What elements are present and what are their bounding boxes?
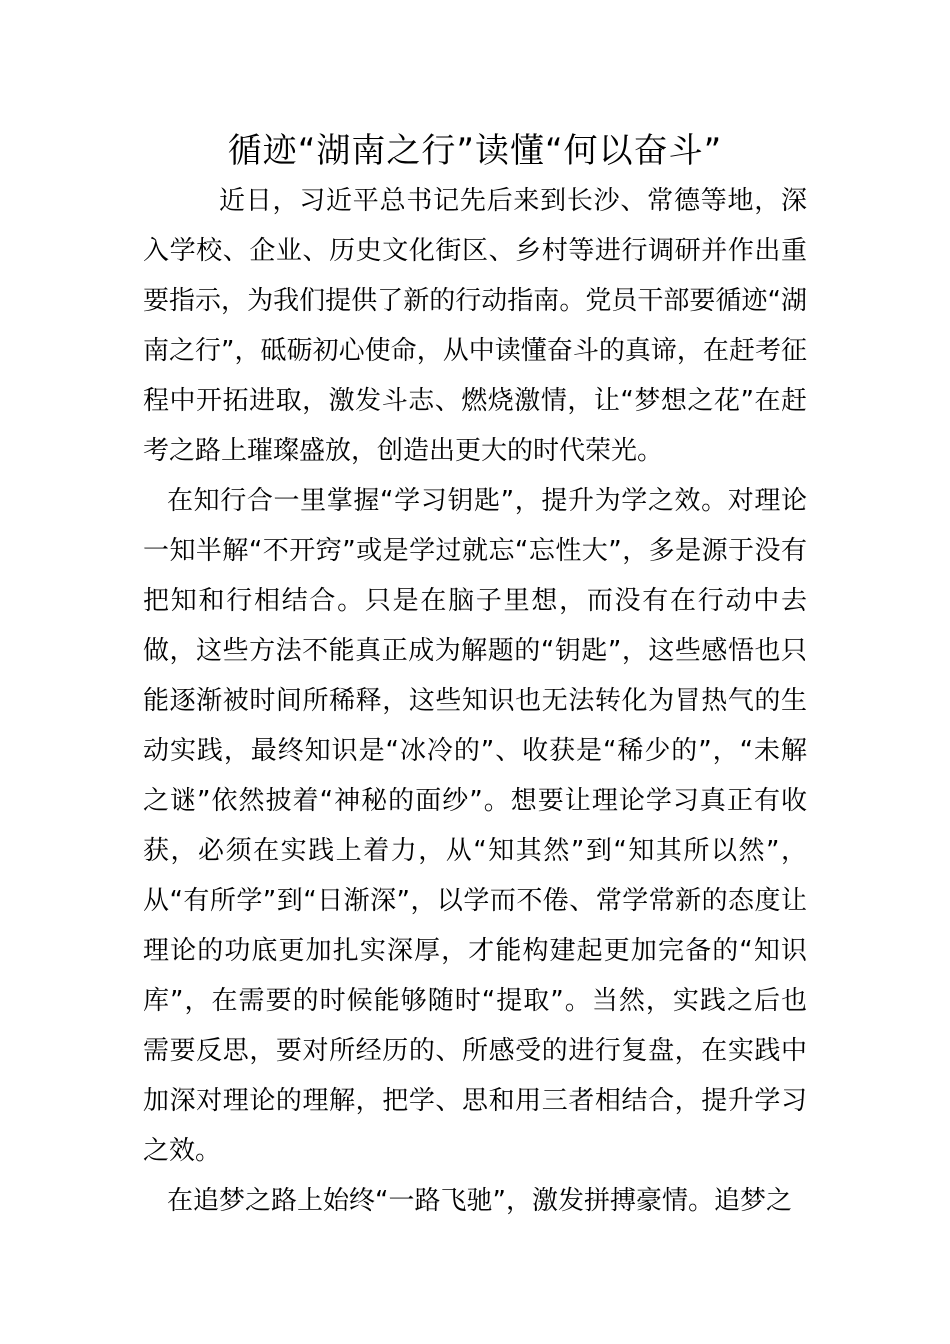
paragraph-dream-road: 在追梦之路上始终“一路飞驰”，激发拼搏豪情。追梦之 [167,1186,792,1216]
document-body [143,176,807,1226]
paragraph-intro: 近日，习近平总书记先后来到长沙、常德等地，深入学校、企业、历史文化街区、乡村等进行调研并作出重要指示，为我们提供了新的行动指南。党员干部要循迹“湖南之行”，砥砺初心使命，从中读懂奋斗的真谛，在赶考征程中开拓进取，激发斗志、燃烧激情，让“梦想之花”在赶考之路上璀璨盛放，创造出更大的时代荣光。 [143,186,807,466]
paragraph-study-key: 在知行合一里掌握“学习钥匙”，提升为学之效。对理论一知半解“不开窍”或是学过就忘“忘性大”，多是源于没有把知和行相结合。只是在脑子里想，而没有在行动中去做，这些方法不能真正成为解题的“钥匙”，这些感悟也只能逐渐被时间所稀释，这些知识也无法转化为冒热气的生动实践，最终知识是“冰冷的”、收获是“稀少的”，“未解之谜”依然披着“神秘的面纱”。想要让理论学习真正有收获，必须在实践上着力，从“知其然”到“知其所以然”，从“有所学”到“日渐深”，以学而不倦、常学常新的态度让理论的功底更加扎实深厚，才能构建起更加完备的“知识库”，在需要的时候能够随时“提取”。当然，实践之后也需要反思，要对所经历的、所感受的进行复盘，在实践中加深对理论的理解，把学、思和用三者相结合，提升学习之效。 [143,486,807,1166]
document-title: 循迹“湖南之行”读懂“何以奋斗” [227,131,723,171]
